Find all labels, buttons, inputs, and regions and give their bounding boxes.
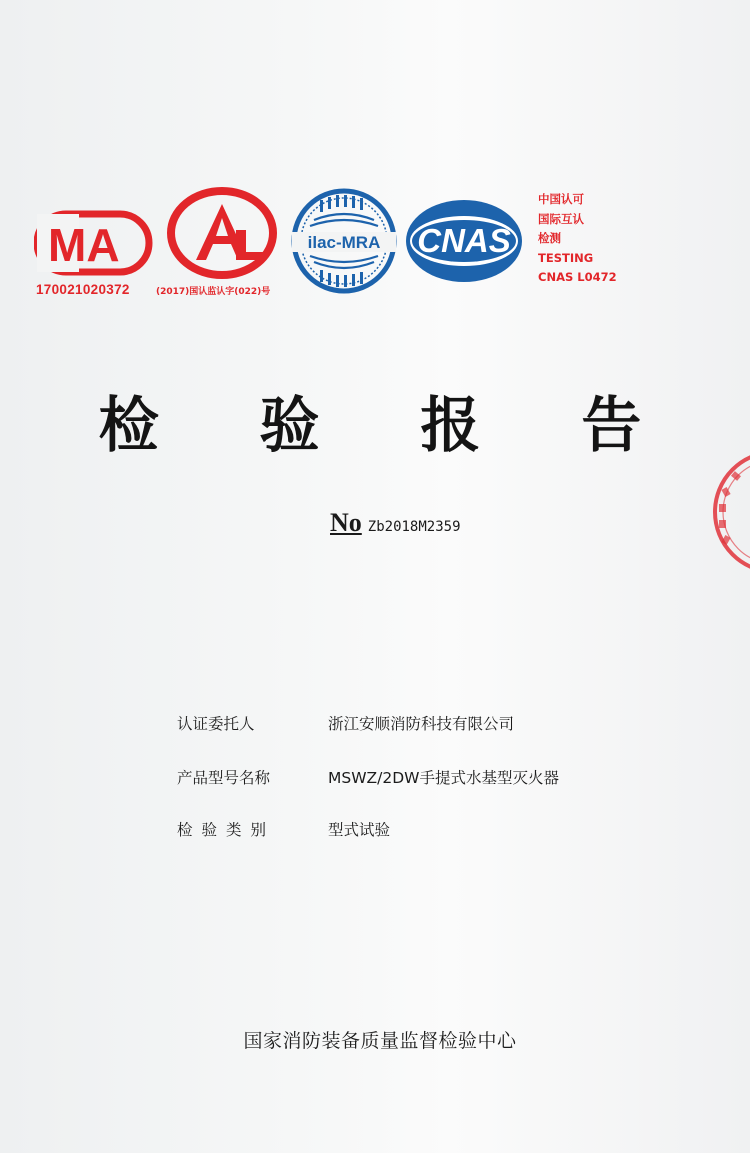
- cal-logo-icon: [166, 186, 278, 280]
- cal-certificate-number: (2017)国认监认字(022)号: [156, 287, 271, 297]
- ma-logo-text: MA: [48, 219, 120, 271]
- cnas-logo-text: CNAS: [417, 222, 511, 259]
- inspection-type-label: 检验类别: [177, 821, 276, 839]
- cnas-line: 国际互认: [538, 211, 584, 226]
- ma-certificate-number: 170021020372: [36, 282, 130, 297]
- client-value: 浙江安顺消防科技有限公司: [328, 715, 515, 733]
- cnas-accreditation-text: [538, 190, 617, 288]
- ilac-mra-logo-icon: [290, 186, 398, 296]
- client-label: 认证委托人: [177, 715, 255, 733]
- report-number-value: Zb2018M2359: [367, 519, 461, 535]
- cnas-line: CNAS L0472: [538, 270, 617, 284]
- red-seal-stamp-icon: [705, 448, 750, 582]
- report-number: [330, 508, 461, 538]
- cnas-line: 检测: [538, 231, 561, 245]
- cnas-line: TESTING: [538, 250, 594, 265]
- cal-logo-text: CAL: [221, 278, 223, 279]
- product-value: MSWZ/2DW手提式水基型灭火器: [328, 769, 560, 787]
- number-sign: No: [330, 508, 362, 537]
- inspection-type-value: 型式试验: [328, 821, 391, 839]
- document-title: 检 验 报 告: [98, 391, 682, 461]
- product-label: 产品型号名称: [177, 769, 271, 787]
- ilac-mra-logo-text: ilac-MRA: [307, 233, 381, 252]
- issuing-organization: 国家消防装备质量监督检验中心: [243, 1030, 517, 1052]
- cnas-line: 中国认可: [538, 192, 584, 206]
- ma-logo-icon: [34, 210, 154, 278]
- cnas-logo-icon: [402, 196, 526, 286]
